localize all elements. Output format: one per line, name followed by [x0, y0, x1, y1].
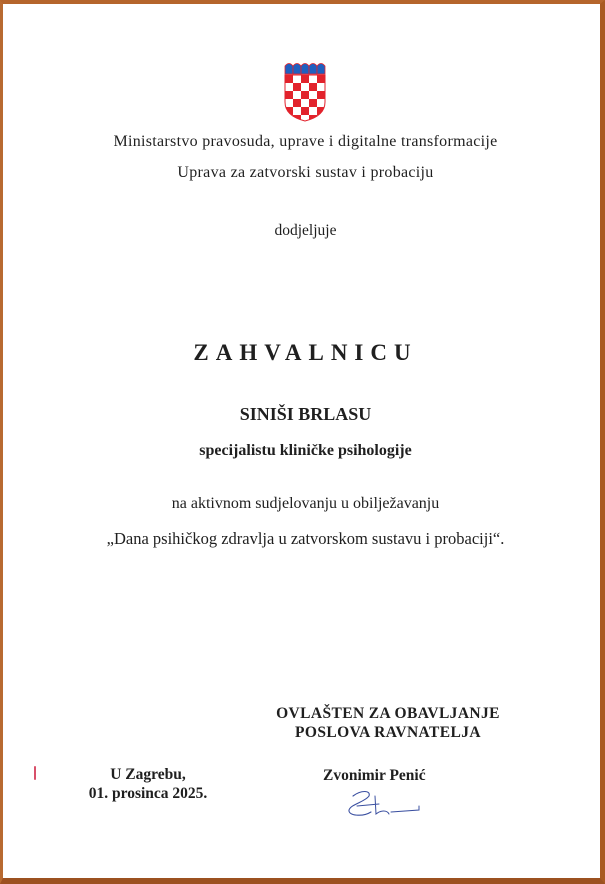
crown-segment	[285, 64, 293, 75]
shield-square	[317, 83, 325, 91]
shield-square	[301, 91, 309, 99]
shield-square	[285, 115, 293, 122]
reason-line-1: na aktivnom sudjelovanju u obilježavanju	[171, 495, 440, 512]
shield-square	[293, 91, 301, 99]
recipient-role: specijalistu kliničke psihologije	[199, 442, 412, 459]
shield-square	[301, 99, 309, 107]
ministry-name: Ministarstvo pravosuda, uprave i digitalne transformacije	[113, 133, 498, 150]
shield-square	[309, 99, 317, 107]
shield-square	[293, 107, 301, 115]
shield-square	[285, 91, 293, 99]
awards-text: dodjeljuje	[274, 222, 337, 239]
shield-square	[285, 75, 293, 83]
shield-square	[317, 115, 325, 122]
date: 01. prosinca 2025.	[88, 785, 208, 802]
administration-name: Uprava za zatvorski sustav i probaciju	[177, 164, 434, 181]
shield-square	[317, 75, 325, 83]
shield-square	[285, 83, 293, 91]
shield-square	[301, 75, 309, 83]
signatory-title-line-2: POSLOVA RAVNATELJA	[295, 724, 481, 741]
handwritten-signature-icon	[339, 784, 429, 824]
shield-square	[309, 75, 317, 83]
shield-square	[285, 99, 293, 107]
shield-square	[309, 91, 317, 99]
shield-square	[309, 107, 317, 115]
ink-mark	[34, 766, 36, 780]
crown-segment	[301, 64, 309, 75]
crown-segment	[317, 64, 325, 75]
shield-square	[317, 91, 325, 99]
crown-segment	[293, 64, 301, 75]
recipient-name: SINIŠI BRLASU	[239, 404, 372, 424]
shield-square	[301, 107, 309, 115]
shield-square	[293, 75, 301, 83]
crown-segment	[309, 64, 317, 75]
croatian-coat-of-arms-icon	[283, 60, 327, 122]
reason-line-2: „Dana psihičkog zdravlja u zatvorskom sustavu i probaciji“.	[106, 529, 505, 548]
shield-square	[317, 99, 325, 107]
signatory-title-line-1: OVLAŠTEN ZA OBAVLJANJE	[276, 705, 500, 722]
certificate-title: ZAHVALNICU	[193, 340, 418, 365]
place: U Zagrebu,	[110, 766, 186, 783]
shield-square	[301, 83, 309, 91]
shield-square	[293, 99, 301, 107]
shield-square	[293, 83, 301, 91]
signatory-name: Zvonimir Penić	[323, 767, 426, 784]
shield-square	[309, 83, 317, 91]
